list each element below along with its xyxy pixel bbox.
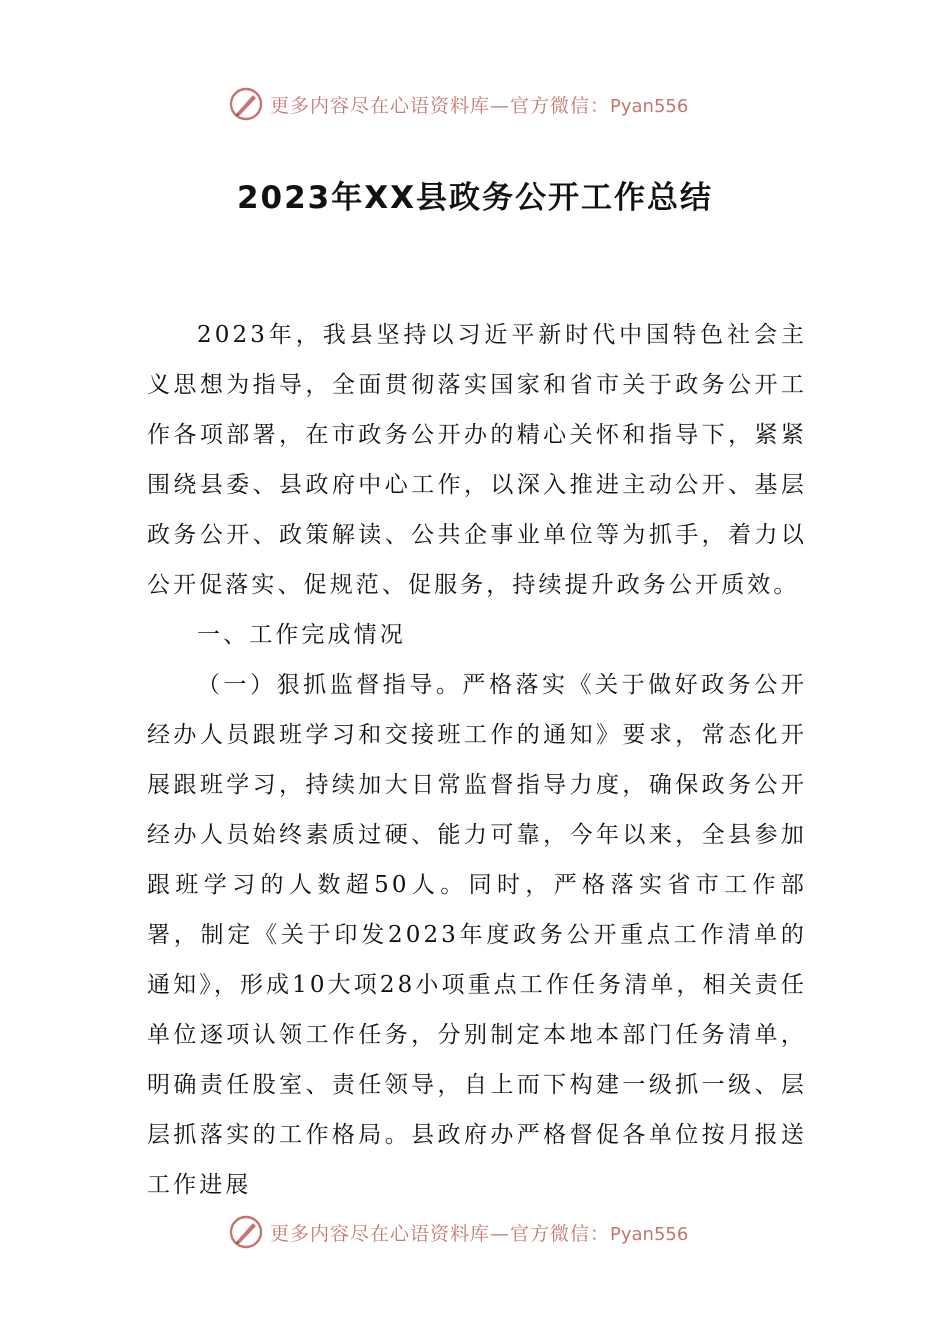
section-heading: 一、工作完成情况 xyxy=(197,622,406,648)
watermark-text: 更多内容尽在心语资料库—官方微信：Pyan556 xyxy=(270,94,689,117)
footer-watermark xyxy=(228,1212,688,1252)
watermark-text: 更多内容尽在心语资料库—官方微信：Pyan556 xyxy=(270,1222,689,1245)
body-paragraph: （一）狠抓监督指导。严格落实《关于做好政务公开经办人员跟班学习和交接班工作的通知》要求，常态化开展跟班学习，持续加大日常监督指导力度，确保政务公开经办人员始终素质过硬、能力可靠，今年以来，全县参加跟班学习的人数超50人。同时，严格落实省市工作部署，制定《关于印发2023年度政务公开重点工作清单的通知》，形成10大项28小项重点工作任务清单，相关责任单位逐项认领工作任务，分别制定本地本部门任务清单，明确责任股室、责任领导，自上而下构建一级抓一级、层层抓落实的工作格局。县政府办严格督促各单位按月报送工作进展 xyxy=(147,672,807,1198)
wechat-id: Pyan556 xyxy=(610,1223,689,1245)
pen-logo-icon xyxy=(228,1214,264,1250)
document-body xyxy=(147,310,807,1210)
pen-logo-icon xyxy=(228,86,264,122)
header-watermark xyxy=(228,84,688,124)
wechat-id: Pyan556 xyxy=(610,95,689,117)
intro-paragraph: 2023年，我县坚持以习近平新时代中国特色社会主义思想为指导，全面贯彻落实国家和省市关于政务公开工作各项部署，在市政务公开办的精心关怀和指导下，紧紧围绕县委、县政府中心工作，以深入推进主动公开、基层政务公开、政策解读、公共企事业单位等为抓手，着力以公开促落实、促规范、促服务，持续提升政务公开质效。 xyxy=(147,322,807,598)
document-title: 2023年XX县政务公开工作总结 xyxy=(236,180,714,216)
